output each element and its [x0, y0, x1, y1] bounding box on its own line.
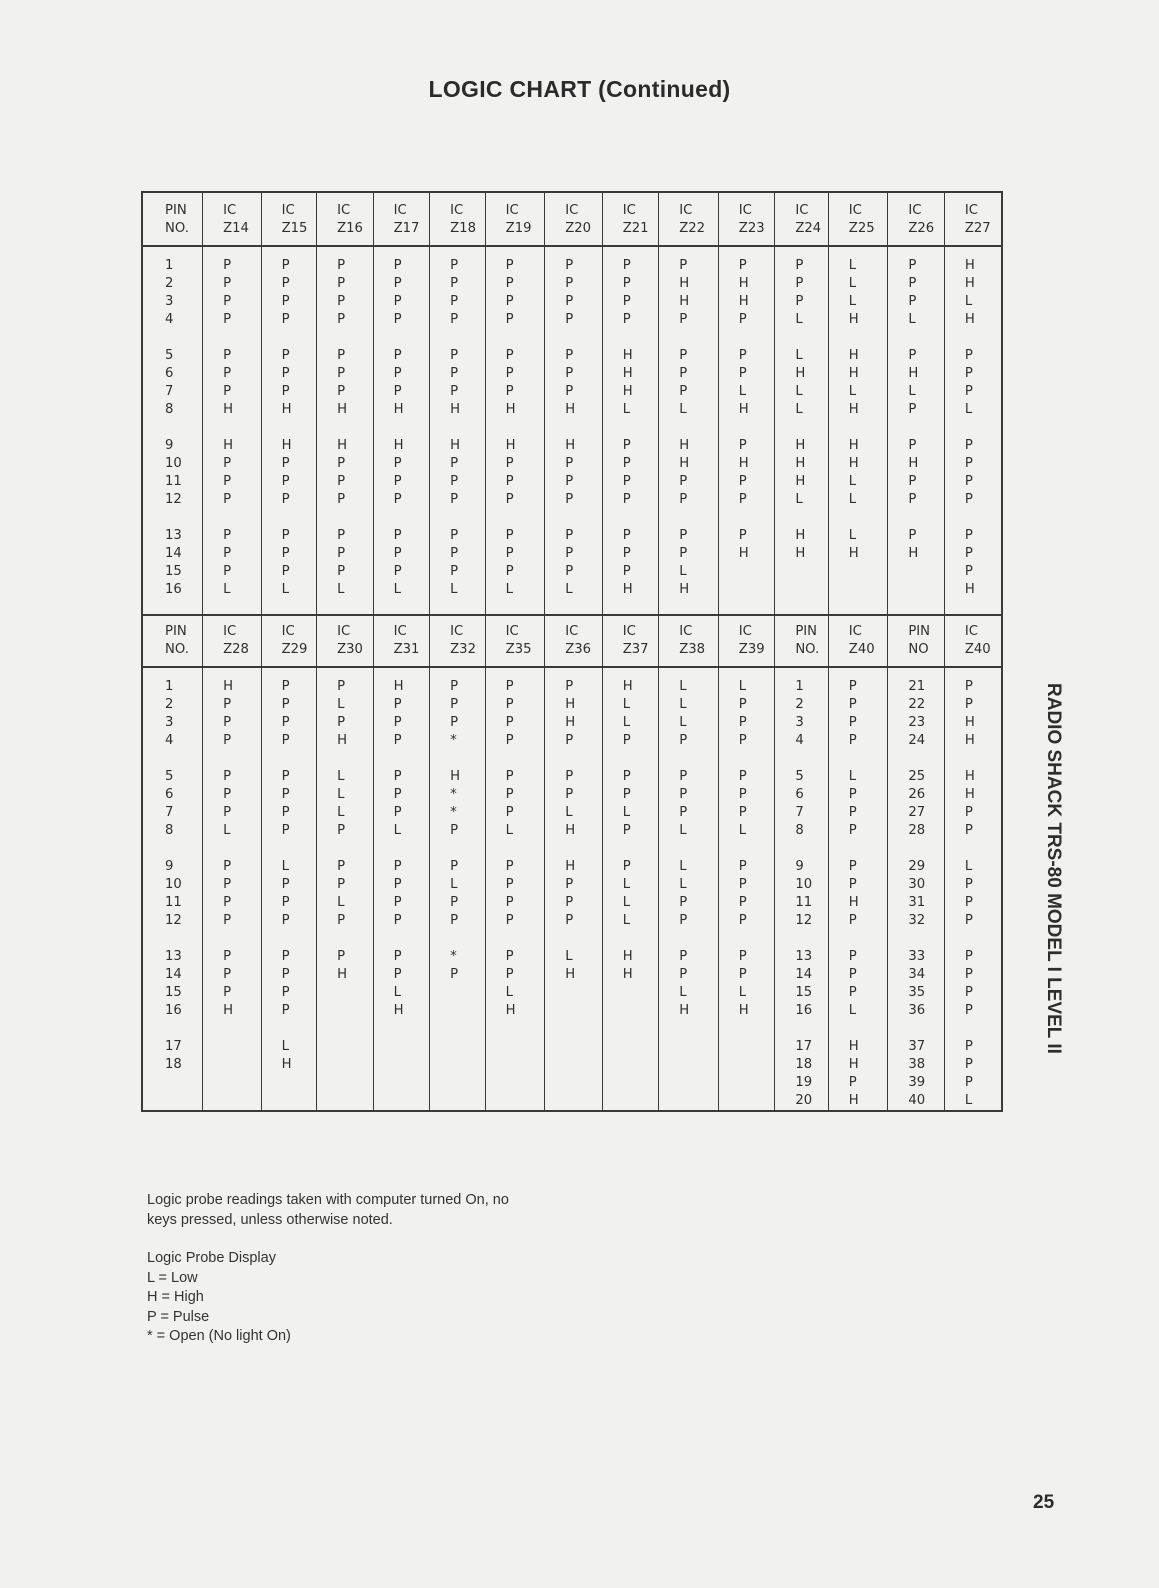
column-header: [203, 192, 262, 246]
column-header-label: IC Z15: [281, 203, 308, 236]
column-header-label: IC Z22: [679, 203, 706, 236]
column-readings: 1 2 3 4 5 6 7 8 9 10 11 12 13 14 15 16 17 18: [165, 679, 182, 1072]
column-readings: P P P P P P P H H P P P P P P L: [393, 258, 404, 597]
column-header-label: IC Z18: [450, 203, 476, 236]
table-column: [888, 667, 945, 1111]
column-readings: P P P P P P P H H P P P P P P L: [505, 258, 516, 597]
table-column: [430, 667, 486, 1111]
column-header-label: IC Z39: [738, 624, 765, 657]
column-header: [602, 614, 659, 667]
table-column: [775, 246, 828, 615]
column-header-label: IC Z40: [964, 624, 991, 657]
column-readings: P P P P L P P P P P H P P P P L H H P H: [848, 679, 859, 1108]
page-number: 25: [1033, 1492, 1055, 1513]
table-column: [545, 246, 603, 615]
column-readings: 1 2 3 4 5 6 7 8 9 10 11 12 13 14 15 16 17 18 19 20: [795, 679, 813, 1108]
column-readings: H H L H P P P L P P P P P P P H: [964, 258, 975, 597]
column-readings: H P P P P P P L P P P P P P P H: [223, 679, 233, 1018]
column-header: [888, 192, 945, 246]
column-header-label: IC Z16: [337, 203, 363, 236]
column-header-label: IC Z38: [679, 624, 706, 657]
column-header-label: IC Z28: [223, 624, 249, 657]
column-header: [944, 192, 1002, 246]
legend-title: Logic Probe Display: [147, 1250, 276, 1266]
column-header-label: IC Z20: [565, 203, 592, 236]
column-header: [545, 192, 603, 246]
table-column: [430, 246, 486, 615]
column-readings: P L P H L L L P P P L P P H: [337, 679, 348, 982]
column-header: [203, 614, 262, 667]
column-header: [485, 192, 545, 246]
column-header: [659, 614, 719, 667]
table-column: [317, 667, 374, 1111]
column-header-label: IC Z23: [738, 203, 765, 236]
table-column: [659, 667, 719, 1111]
table-column: [373, 246, 430, 615]
table-column: [828, 246, 888, 615]
table-column: [775, 667, 828, 1111]
column-readings: P P P L L H L L H H H L H H: [795, 258, 806, 561]
column-readings: P P P P P P P H H P P P P P P L: [565, 258, 576, 597]
column-readings: P P P P P P P H H P P P P P P L: [281, 258, 292, 597]
column-header: [775, 614, 828, 667]
column-header-label: IC Z35: [505, 624, 532, 657]
column-header-label: IC Z27: [964, 203, 991, 236]
column-header-label: IC Z25: [848, 203, 875, 236]
table-column: [602, 667, 659, 1111]
table-column: [317, 246, 374, 615]
table-column: [142, 667, 203, 1111]
column-readings: P P P P P P P L P P P P P P L H: [505, 679, 516, 1018]
column-header-label: IC Z36: [565, 624, 592, 657]
column-readings: P P P P P P P H H P P P P P P L: [450, 258, 461, 597]
column-header-label: IC Z24: [795, 203, 822, 236]
table-column: [944, 246, 1002, 615]
column-header-label: IC Z17: [393, 203, 420, 236]
table-column: [944, 667, 1002, 1111]
column-header: [828, 192, 888, 246]
table-column: [828, 667, 888, 1111]
column-header-label: IC Z21: [622, 203, 649, 236]
column-header: [430, 192, 486, 246]
column-header: [373, 192, 430, 246]
table-column: [545, 667, 603, 1111]
column-readings: P H H P P P P L H H P P P P L H: [679, 258, 690, 597]
column-header: [142, 614, 203, 667]
table-column: [373, 667, 430, 1111]
column-header-label: PIN NO.: [165, 624, 189, 657]
side-label: RADIO SHACK TRS-80 MODEL I LEVEL II: [1043, 683, 1064, 1054]
column-header: [261, 192, 317, 246]
column-readings: P H H P P P L H H P P P L H: [565, 679, 576, 982]
column-header: [602, 192, 659, 246]
table-column: [485, 667, 545, 1111]
column-readings: P P H H H H P P L P P P P P P P P P P L: [964, 679, 975, 1108]
reading-note: Logic probe readings taken with computer turned On, no keys pressed, unless otherwise noted.: [147, 1192, 509, 1228]
column-readings: H P P P P P P L P P P P P P L H: [393, 679, 404, 1018]
column-header-label: PIN NO.: [795, 624, 820, 657]
table-column: [718, 246, 775, 615]
table-column: [142, 246, 203, 615]
column-readings: P P P P P P P H H P P P P P P L: [337, 258, 348, 597]
column-header: [373, 614, 430, 667]
column-readings: L P P P P P P L P P P P P P L H: [738, 679, 749, 1018]
column-header: [545, 614, 603, 667]
table-column: [485, 246, 545, 615]
logic-chart-table-2: [141, 614, 1003, 1112]
logic-chart-table-1: [141, 191, 1003, 616]
column-readings: P P P P P P P H H P P P P P P L: [223, 258, 233, 597]
column-header: [317, 192, 374, 246]
notes: [147, 1191, 509, 1347]
column-header-label: IC Z31: [393, 624, 420, 657]
legend-item-high: H = High: [147, 1289, 204, 1305]
column-readings: L L L P P P P L L L P P P P L H: [679, 679, 690, 1018]
table-column: [888, 246, 945, 615]
legend-item-open: * = Open (No light On): [147, 1328, 291, 1344]
column-readings: P P P * H * * P P L P P * P: [450, 679, 461, 982]
table-column: [203, 667, 262, 1111]
column-header-label: IC Z19: [505, 203, 532, 236]
column-header-label: IC Z37: [622, 624, 649, 657]
column-header: [142, 192, 203, 246]
column-header: [888, 614, 945, 667]
column-header: [775, 192, 828, 246]
table-column: [203, 246, 262, 615]
column-readings: L L L H H H L H H H L L L H: [848, 258, 859, 561]
column-header-label: IC Z29: [281, 624, 308, 657]
column-header-label: PIN NO.: [165, 203, 189, 236]
page-title: LOGIC CHART (Continued): [428, 76, 731, 102]
column-header: [261, 614, 317, 667]
column-header-label: IC Z14: [223, 203, 249, 236]
legend-item-pulse: P = Pulse: [147, 1308, 210, 1325]
legend-item-low: L = Low: [147, 1269, 198, 1286]
column-header: [828, 614, 888, 667]
column-header: [944, 614, 1002, 667]
column-header: [485, 614, 545, 667]
column-readings: P H H P P P L H P H P P P H: [738, 258, 749, 561]
column-header: [718, 614, 775, 667]
table-column: [659, 246, 719, 615]
table-column: [261, 667, 317, 1111]
column-header: [317, 614, 374, 667]
column-header-label: IC Z26: [908, 203, 935, 236]
column-header-label: IC Z40: [848, 624, 875, 657]
column-header-label: IC Z32: [450, 624, 476, 657]
column-readings: P P P P H H H L P P P P P P P H: [622, 258, 633, 597]
column-header: [718, 192, 775, 246]
column-header: [430, 614, 486, 667]
column-readings: P P P P P P P P L P P P P P P P L H: [281, 679, 292, 1072]
column-readings: P P P L P H L P P H P P P H: [908, 258, 919, 561]
column-readings: 21 22 23 24 25 26 27 28 29 30 31 32 33 34 35 36 37 38 39 40: [908, 679, 926, 1108]
column-header-label: PIN NO: [908, 624, 931, 657]
column-header-label: IC Z30: [337, 624, 363, 657]
column-readings: H L L P P P L P P L L L H H: [622, 679, 633, 982]
column-header: [659, 192, 719, 246]
table-column: [261, 246, 317, 615]
column-readings: 1 2 3 4 5 6 7 8 9 10 11 12 13 14 15 16: [165, 258, 182, 597]
table-column: [718, 667, 775, 1111]
table-column: [602, 246, 659, 615]
